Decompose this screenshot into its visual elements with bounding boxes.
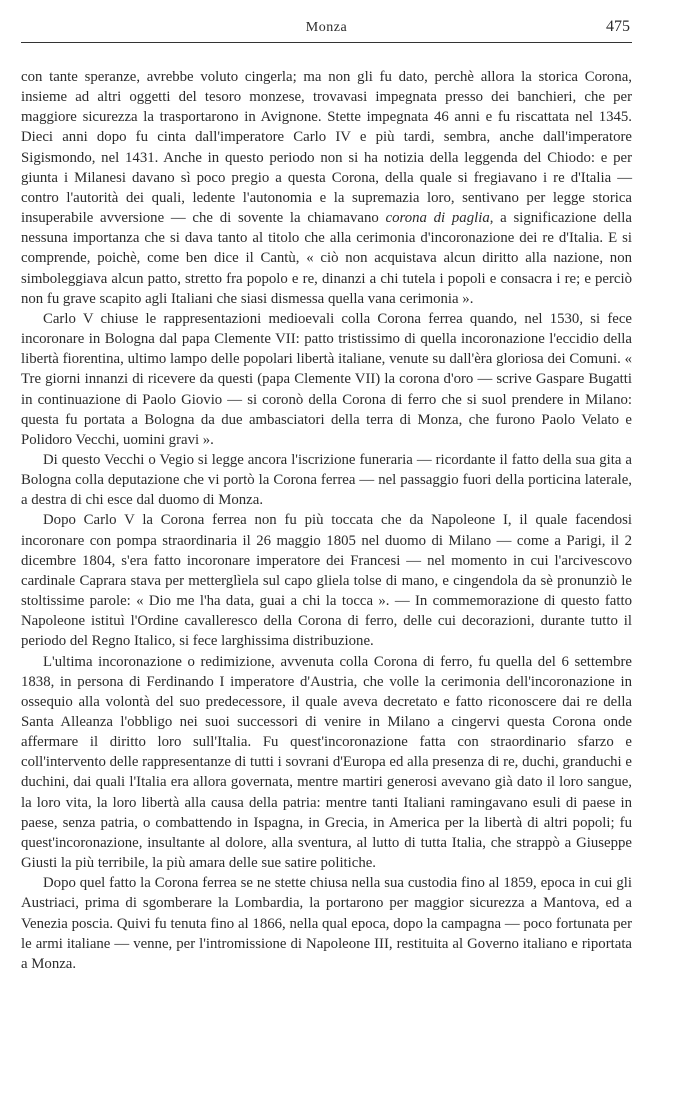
paragraph-6: Dopo quel fatto la Corona ferrea se ne stette chiusa nella sua custodia fino al 1859, epoca in cui gli Austriaci, prima di sgomberare la Lombardia, la portarono per maggior sicurezza a Mantova, ed a Venezia poscia. Quivi fu tenuta fino al 1866, nella qual epoca, dopo la campagna — poco fortunata per le armi italiane — venne, per l'intromissione di Napoleone III, restituita al Governo italiano e riportata a Monza. [21, 875, 632, 972]
paragraph-5: L'ultima incoronazione o redimizione, avvenuta colla Corona di ferro, fu quella del 6 settembre 1838, in persona di Ferdinando I imperatore d'Austria, che volle la cerimonia dell'incoronazione in ossequio alla volontà del suo predecessore, il quale aveva decretato e fatto riconoscere dai re della Santa Alleanza l'obbligo nei suoi successori di venire in Milano a cingervi questa Corona onde affermare il diritto loro sull'Italia. Fu quest'incoronazione fatta con straordinario sfarzo e coll'intervento delle rappresentanze di tutti i sovrani d'Europa ed alla presenza di re, duchi, granduchi e duchini, dai quali l'Italia era allora governata, mentre martiri generosi avevano già dato il loro sangue, la loro vita, la loro libertà alla causa della patria: mentre tanti Italiani ramingavano esuli di paese in paese, senza patria, o combattendo in Ispagna, in Grecia, in America per la libertà di altri popoli; fu quest'incoronazione, insultante al dolore, alla sventura, al lutto di tutta Italia, che strappò a Giuseppe Giusti la più terribile, la più amara delle sue satire politiche. [21, 653, 632, 872]
paragraph-1-part-a: con tante speranze, avrebbe voluto cingerla; ma non gli fu dato, perchè allora la storica Corona, insieme ad altri oggetti del tesoro monzese, trovavasi impegnata presso dei banchieri, che per maggiore sicurezza la trasportarono in Avignone. Stette impegnata 46 anni e fu riscattata nel 1345. Dieci anni dopo fu cinta dall'imperatore Carlo IV e più tardi, sembra, anche dall'imperatore Sigismondo, nel 1431. Anche in questo periodo non si ha notizia della leggenda del Chiodo: e per giunta i Milanesi davano sì poco pregio a questa Corona, della quale si fregiavano i re d'Italia — contro l'autorità dei quali, ledente l'autonomia e la supremazia loro, sentivano per legge storica insuperabile avversione — che di sovente la chiamavano [21, 69, 632, 227]
paragraph-1-part-c: , a significazione della nessuna importanza che si dava tanto al titolo che alla cerimonia d'incoronazione dei re d'Italia. E si comprende, poichè, come ben dice il Cantù, « ciò non acquistava alcun diritto alla nazione, non simboleggiava alcun patto, stretto fra popolo e re, dinanzi a chi tutela i popoli e consacra i re; e perciò non fu grave scapito agli Italiani che siasi dismessa quella vana cerimonia ». [21, 210, 632, 307]
paragraph-1 [21, 67, 632, 309]
running-title: Monza [305, 20, 348, 35]
running-head [21, 16, 632, 43]
paragraph-4: Dopo Carlo V la Corona ferrea non fu più toccata che da Napoleone I, il quale facendosi incoronare con pompa straordinaria il 26 maggio 1805 nel duomo di Milano — come a Parigi, il 2 dicembre 1804, s'era fatto incoronare imperatore dei Francesi — nel momento in cui l'arcivescovo cardinale Caprara stava per metterglìela sul capo gliela tolse di mano, e cingendola da sè pronunziò le stoltissime parole: « Dio me l'ha data, guai a chi la tocca ». — In commemorazione di questo fatto Napoleone istituì l'Ordine cavalleresco della Corona di ferro, delle cui decorazioni, durante tutto il periodo del Regno Italico, si fece larghissima distribuzione. [21, 512, 632, 650]
book-page [21, 16, 632, 974]
body-text [21, 67, 632, 974]
paragraph-3: Di questo Vecchi o Vegio si legge ancora l'iscrizione funeraria — ricordante il fatto della sua gita a Bologna colla deputazione che vi portò la Corona ferrea — nel passaggio fuori della porticina laterale, a destra di chi esce dal duomo di Monza. [21, 451, 632, 509]
paragraph-2: Carlo V chiuse le rappresentazioni medioevali colla Corona ferrea quando, nel 1530, si fece incoronare in Bologna dal papa Clemente VII: patto tristissimo di quella incoronazione l'eccidio della libertà fiorentina, ultimo lampo delle popolari libertà italiane, venute su dall'èra gloriosa dei Comuni. « Tre giorni innanzi di ricevere da questi (papa Clemente VII) la corona d'oro — scrive Gaspare Bugatti in continuazione di Paolo Giovio — si coronò della Corona di ferro che si suol prendere in Milano: questa fu portata a Bologna da due ambasciatori della terra di Monza, che furono Paolo Velato e Polidoro Vecchi, uomini gravi ». [21, 310, 632, 448]
page-number: 475 [606, 18, 630, 35]
italic-phrase: corona di paglia [385, 210, 490, 227]
